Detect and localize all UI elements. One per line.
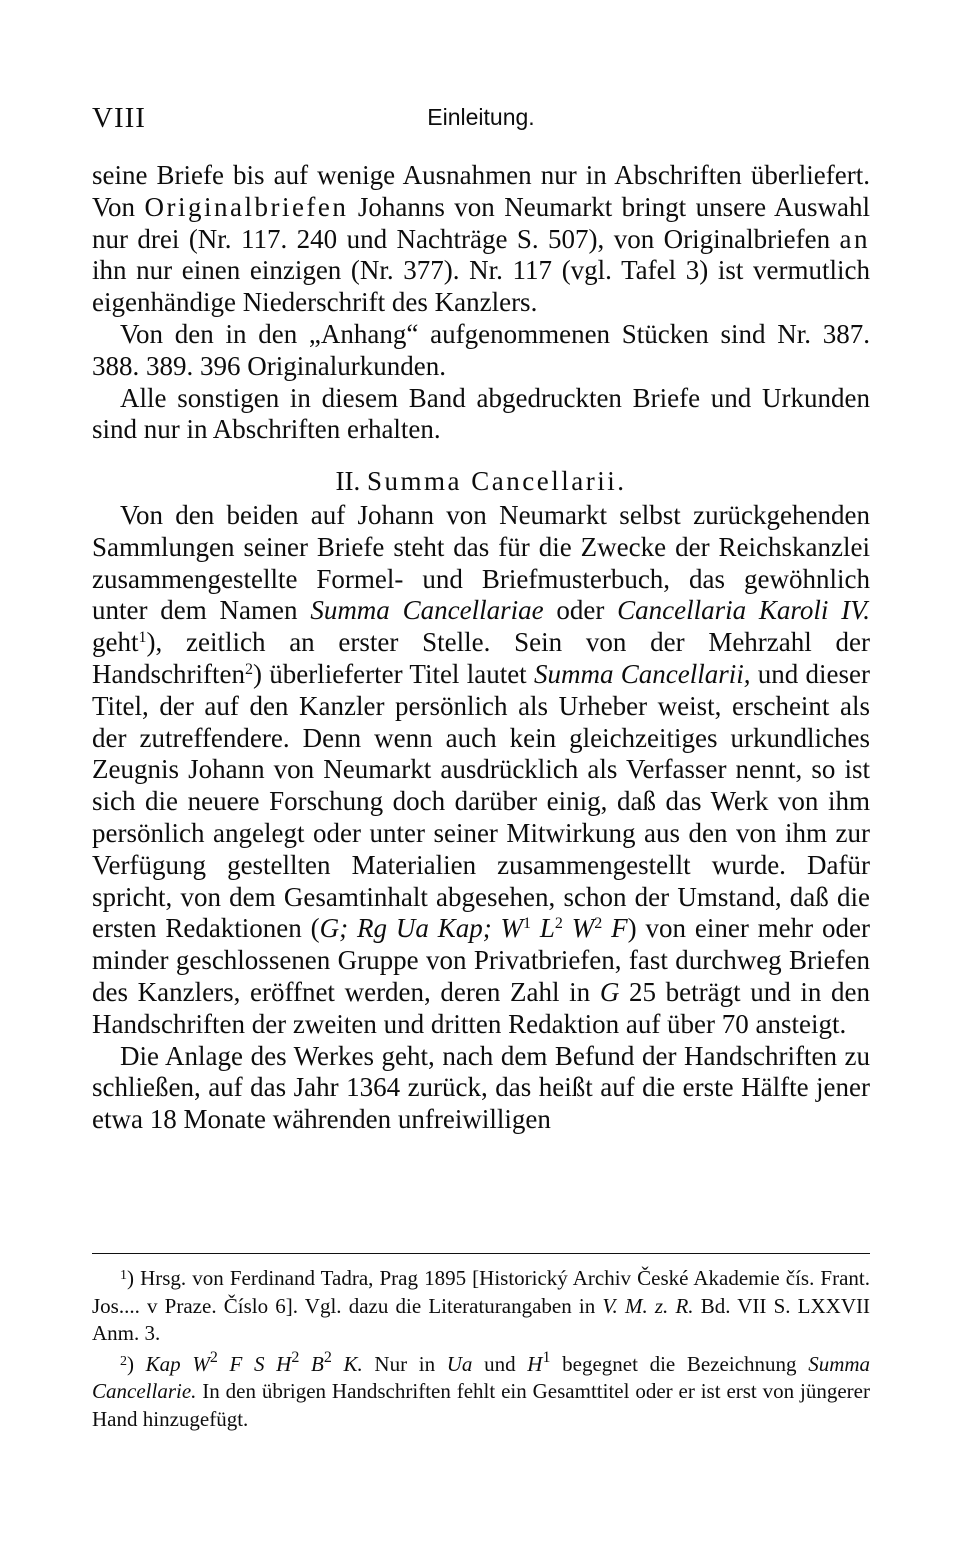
text-run: In den übrigen Handschriften fehlt ein Gesamttitel oder er ist erst von jüngerer Hand hinzugefügt. — [92, 1379, 870, 1431]
sigla: Ua — [446, 1351, 473, 1376]
text-run: ihn nur einen einzigen (Nr. 377). Nr. 117 (vgl. Tafel 3) ist vermutlich eigenhändige Niederschrift des Kanzlers. — [92, 255, 870, 318]
italic-title: Summa Cancellarii, — [533, 658, 751, 689]
text-run: ) Hrsg. von Ferdinand Tadra, Prag 1895 [Historický Archiv České Akademie čís. Frant. Jos.... v Praze. Číslo 6]. Vgl. dazu die Literaturangaben in — [92, 1266, 870, 1318]
section-title: Summa Cancellarii. — [367, 466, 627, 497]
italic-title: Summa Cancellariae — [310, 595, 544, 626]
sigla-superscript: 2 — [323, 1348, 332, 1366]
footnote-ref-2: 2 — [244, 660, 253, 678]
sigla-superscript: 2 — [209, 1348, 218, 1366]
spaced-emphasis: Originalbriefen — [144, 191, 349, 222]
sigla: Kap W — [145, 1351, 210, 1376]
italic-title: Summa Cancellarie. — [92, 1351, 871, 1403]
text-run: 25 beträgt und in den Handschriften der zweiten und dritten Redaktion auf über 70 ansteigt. — [92, 976, 871, 1039]
footnote-mark: 2 — [120, 1353, 127, 1369]
section-heading — [92, 466, 870, 498]
paragraph-5: Die Anlage des Werkes geht, nach dem Befund der Handschriften zu schließen, auf das Jahr 1364 zurück, das heißt auf die erste Hälfte jener etwa 18 Monate währenden unfreiwilligen — [92, 1040, 870, 1135]
text-run: und — [472, 1351, 528, 1376]
sigla-superscript: 2 — [554, 915, 563, 933]
text-run: Von den beiden auf Johann von Neumarkt selbst zurückgehenden Sammlungen seiner Briefe steht das für die Zwecke der Reichskanzlei zusammengestellte Formel- und Briefmusterbuch, das gewöhnlich unter dem Namen — [92, 499, 870, 626]
text-run: Bd. VII S. LXXVII Anm. 3. — [92, 1293, 870, 1345]
sigla: W — [562, 913, 595, 944]
text-run: geht — [92, 627, 139, 658]
footnote-mark: 1 — [120, 1268, 127, 1283]
sigla: B — [299, 1351, 324, 1376]
paragraph-3: Alle sonstigen in diesem Band abgedruckten Briefe und Urkunden sind nur in Abschriften erhalten. — [92, 382, 870, 445]
sigla-superscript: 2 — [291, 1348, 300, 1366]
text-run: ) von einer mehr oder minder geschlossenen Gruppe von Privatbriefen, fast durchweg Briefen des Kanzlers, eröffnet werden, deren Zahl in — [92, 913, 870, 1007]
text-run: ) überlieferter Titel lautet — [252, 658, 534, 689]
footnote-2 — [92, 1348, 870, 1434]
sigla-superscript: 1 — [523, 915, 532, 933]
sigla: G; Rg Ua Kap; W — [319, 913, 524, 944]
sigla: L — [531, 913, 555, 944]
footnotes — [92, 1262, 870, 1433]
text-run: Johanns von Neumarkt bringt unsere Auswahl nur drei (Nr. 117. 240 und Nachträge S. 507), von Originalbriefen — [92, 191, 870, 254]
sigla-superscript: 1 — [542, 1348, 551, 1366]
text-run: seine Briefe bis auf wenige Ausnahmen nur in Abschriften überliefert. Von — [92, 160, 870, 222]
footnote-divider — [92, 1253, 870, 1254]
text-run: Nur in — [362, 1351, 447, 1376]
page-number: VIII — [92, 102, 146, 134]
paragraph-2: Von den in den „Anhang“ aufgenommenen Stücken sind Nr. 387. 388. 389. 396 Originalurkunden. — [92, 318, 870, 381]
sigla: K. — [331, 1351, 363, 1376]
paragraph-1 — [92, 160, 870, 319]
running-title: Einleitung. — [427, 104, 535, 130]
main-text — [92, 160, 870, 1136]
text-run: oder — [543, 595, 618, 626]
paragraph-4 — [92, 500, 870, 1041]
sigla: F S H — [217, 1351, 292, 1376]
footnote-1 — [92, 1262, 870, 1348]
sigla: G — [599, 976, 620, 1007]
sigla: F — [602, 913, 628, 944]
text-run: begegnet die Bezeichnung — [550, 1351, 809, 1376]
text-run: ), zeitlich an erster Stelle. Sein von der Mehrzahl der Handschriften — [92, 627, 870, 689]
italic-title: Cancellaria Karoli IV. — [617, 595, 870, 626]
page-header — [92, 102, 870, 142]
spaced-emphasis: an — [839, 223, 870, 254]
section-numeral: II. — [335, 466, 361, 497]
text-run: ) — [127, 1351, 146, 1376]
italic-abbrev: V. M. z. R. — [602, 1293, 694, 1318]
text-run: und dieser Titel, der auf den Kanzler persönlich als Urheber weist, erscheint als der zutreffendere. Denn wenn auch kein gleichzeitiges urkundliches Zeugnis Johann von Neumarkt ausdrücklich als Verfasser nennt, so ist sich die neuere Forschung doch darüber einig, daß das Werk von ihm persönlich angelegt oder unter seiner Mitwirkung aus den von ihm zur Verfügung gestellten Materialien zusammengestellt wurde. Dafür spricht, von dem Gesamtinhalt abgesehen, schon der Umstand, daß die ersten Redaktionen ( — [92, 658, 870, 944]
footnote-ref-1: 1 — [138, 629, 147, 647]
sigla-superscript: 2 — [594, 915, 603, 933]
sigla: H — [527, 1351, 543, 1376]
